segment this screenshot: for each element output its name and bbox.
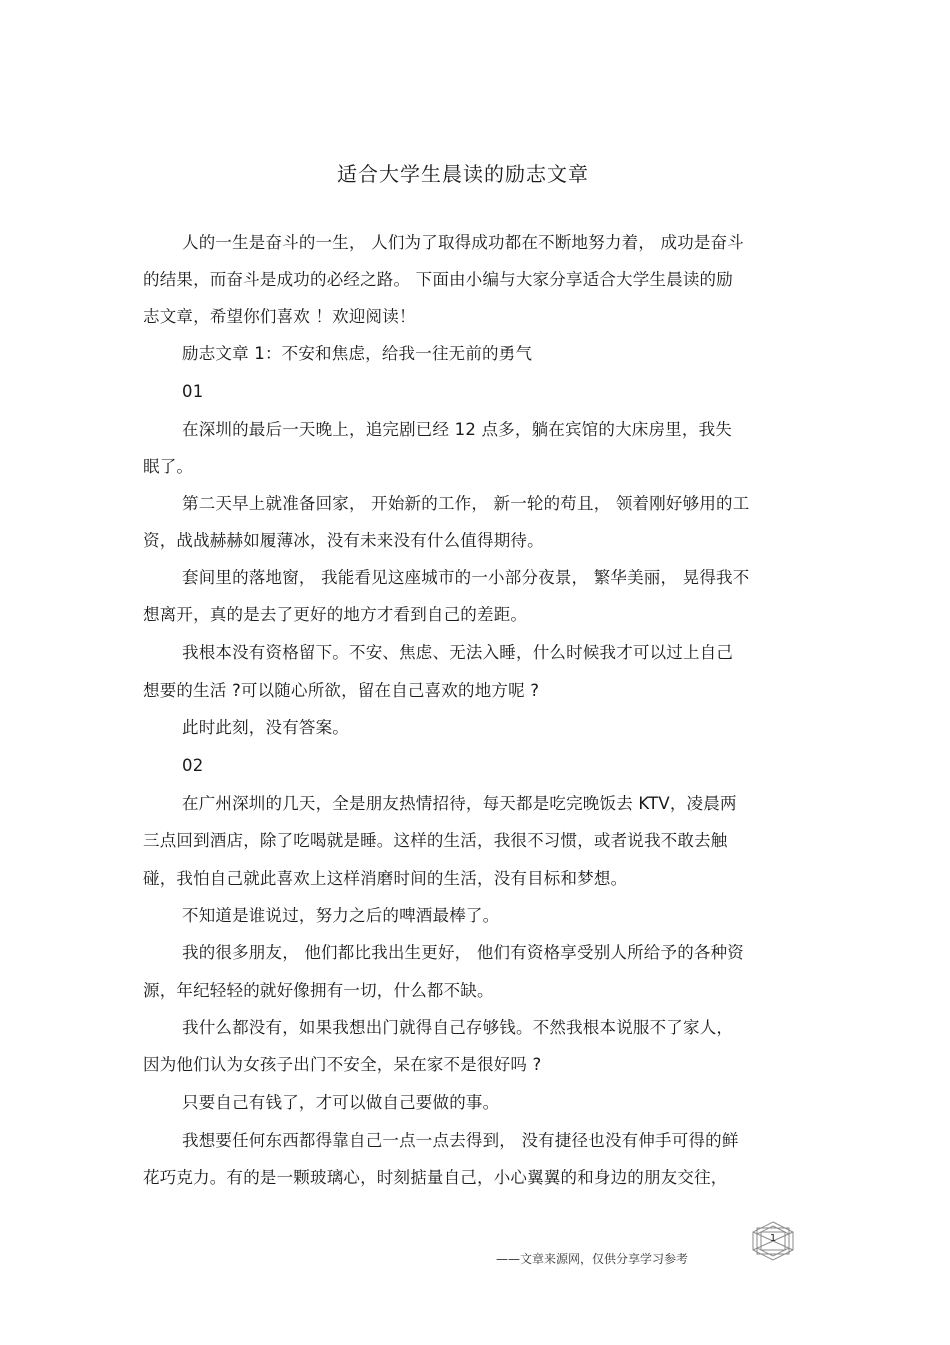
body-line: 在深圳的最后一天晚上，追完剧已经 12 点多，躺在宾馆的大床房里，我失 <box>182 420 732 439</box>
body-line: 我想要任何东西都得靠自己一点一点去得到， 没有捷径也没有伸手可得的鲜 <box>182 1131 739 1150</box>
body-line: 资，战战赫赫如履薄冰，没有未来没有什么值得期待。 <box>143 531 544 550</box>
body-line: 想离开，真的是去了更好的地方才看到自己的差距。 <box>143 605 528 624</box>
body-line: 套间里的落地窗， 我能看见这座城市的一小部分夜景， 繁华美丽， 晃得我不 <box>182 568 750 587</box>
body-line: 此时此刻，没有答案。 <box>182 718 349 737</box>
body-line: 眠了。 <box>143 457 194 476</box>
body-line: 不知道是谁说过，努力之后的啤酒最棒了。 <box>182 906 500 925</box>
body-line: 在广州深圳的几天，全是朋友热情招待，每天都是吃完晚饭去 KTV，凌晨两 <box>182 794 737 813</box>
body-line: 我什么都没有，如果我想出门就得自己存够钱。不然我根本说服不了家人， <box>182 1018 734 1037</box>
body-line: 励志文章 1：不安和焦虑，给我一往无前的勇气 <box>182 344 533 363</box>
body-line: 碰，我怕自己就此喜欢上这样消磨时间的生活，没有目标和梦想。 <box>143 869 628 888</box>
body-line: 人的一生是奋斗的一生， 人们为了取得成功都在不断地努力着， 成功是奋斗 <box>182 233 744 252</box>
body-line: 源，年纪轻轻的就好像拥有一切，什么都不缺。 <box>143 981 494 1000</box>
article-title: 适合大学生晨读的励志文章 <box>337 162 589 186</box>
body-line: 想要的生活 ?可以随心所欲，留在自己喜欢的地方呢 ? <box>143 681 540 700</box>
page-number: 1 <box>769 1233 777 1244</box>
body-line: 我根本没有资格留下。不安、焦虑、无法入睡，什么时候我才可以过上自己 <box>182 643 734 662</box>
body-line: 三点回到酒店，除了吃喝就是睡。这样的生活，我很不习惯，或者说我不敢去触 <box>143 831 728 850</box>
body-line: 志文章，希望你们喜欢 ！欢迎阅读！ <box>143 307 416 326</box>
page-number-badge <box>748 1220 798 1262</box>
body-line: 01 <box>182 382 204 401</box>
body-line: 的结果，而奋斗是成功的必经之路。 下面由小编与大家分享适合大学生晨读的励 <box>143 270 733 289</box>
body-line: 02 <box>182 756 204 775</box>
body-line: 花巧克力。有的是一颗玻璃心，时刻掂量自己，小心翼翼的和身边的朋友交往， <box>143 1168 728 1187</box>
body-line: 只要自己有钱了，才可以做自己要做的事。 <box>182 1093 500 1112</box>
body-line: 因为他们认为女孩子出门不安全，呆在家不是很好吗 ? <box>143 1055 542 1074</box>
source-note: ——文章来源网，仅供分享学习参考 <box>496 1252 689 1266</box>
body-line: 我的很多朋友， 他们都比我出生更好， 他们有资格享受别人所给予的各种资 <box>182 943 744 962</box>
body-line: 第二天早上就准备回家， 开始新的工作， 新一轮的苟且， 领着刚好够用的工 <box>182 494 750 513</box>
